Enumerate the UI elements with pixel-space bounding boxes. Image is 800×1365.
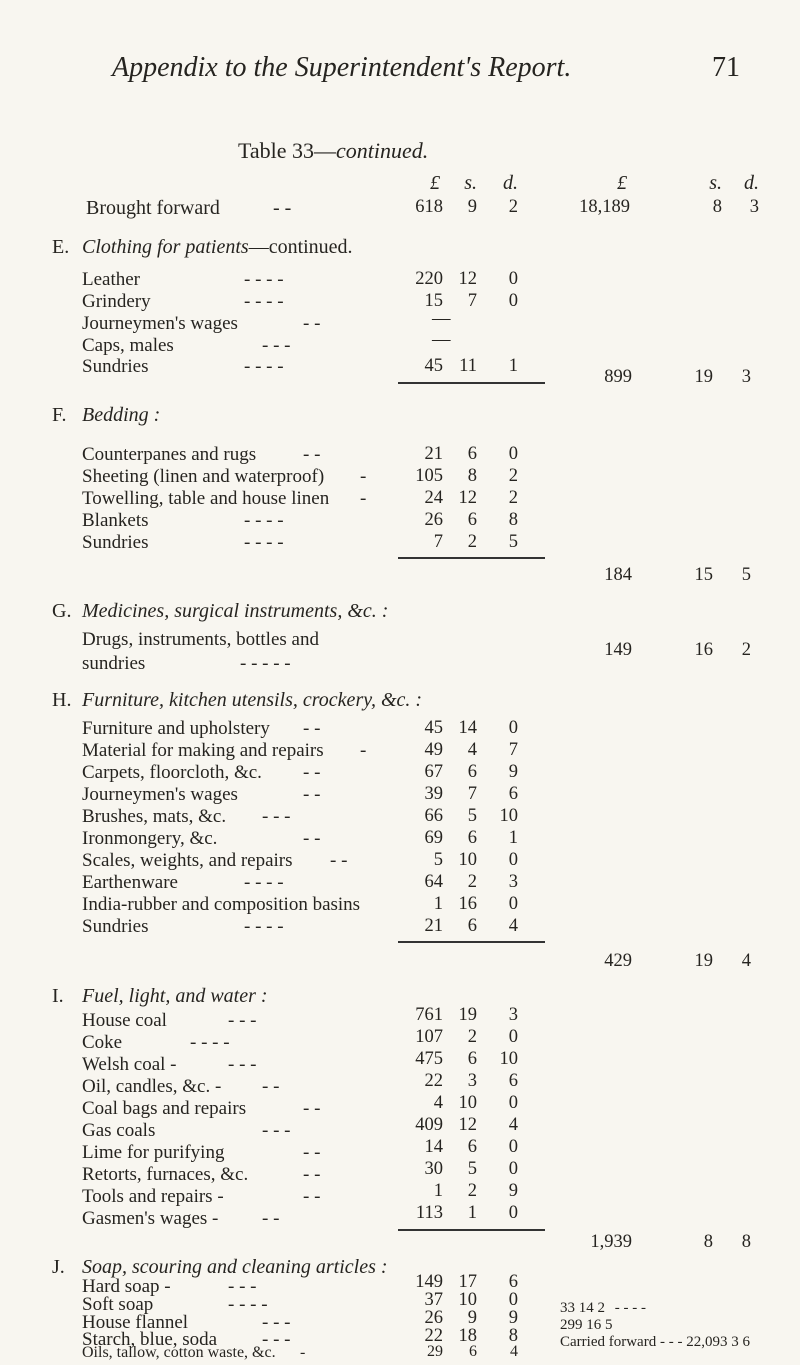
list-item-shillings: 10 [458,850,477,870]
list-item-pence: 0 [508,718,518,738]
list-item-pounds: 1 [433,1181,443,1201]
list-item-dashes: - - - [262,1312,291,1333]
list-item-label: Oil, candles, &c. - [82,1076,222,1097]
section-h-total-pounds: 429 [604,951,632,971]
list-item-shillings: 6 [469,1343,477,1360]
list-item-label: Scales, weights, and repairs [82,850,293,871]
list-item-dashes: - - - [262,1120,291,1141]
list-item-pence: 0 [508,1093,518,1113]
section-e-total-shillings: 19 [694,367,713,387]
list-item-pence: 0 [508,850,518,870]
col-head-shillings-sub: s. [464,172,477,194]
list-item-label: Journeymen's wages [82,313,238,334]
list-item-shillings: 10 [458,1290,477,1310]
list-item-shillings: 2 [467,532,477,552]
list-item-pence: 4 [510,1343,518,1360]
page-number: 71 [712,52,740,83]
list-item-pence: 8 [508,510,518,530]
list-item-shillings: 17 [458,1272,477,1292]
list-item-shillings: 2 [467,1181,477,1201]
brought-forward-label: Brought forward [86,197,220,219]
section-f-letter: F. [52,404,67,426]
list-item-shillings: 9 [467,1308,477,1328]
list-item-dashes: - - [303,313,321,334]
list-item-shillings: 4 [467,740,477,760]
list-item-pence: 0 [508,269,518,289]
section-i-title: Fuel, light, and water : [82,985,268,1007]
list-item-pounds: 14 [424,1137,443,1157]
col-head-shillings-total: s. [709,172,722,194]
section-h-heading [52,689,422,712]
list-item-shillings: 6 [467,916,477,936]
list-item-pence: 8 [508,1326,518,1346]
section-h-title: Furniture, kitchen utensils, crockery, &c. : [82,689,423,711]
carried-forward-dashes: - - - [659,1334,683,1350]
list-item-dashes: - [360,466,367,487]
list-item-shillings: 19 [458,1005,477,1025]
list-item-pounds: 409 [415,1115,443,1135]
list-item-dashes: - - [303,1142,321,1163]
col-head-pounds-sub: £ [430,172,440,194]
section-g-heading [52,600,388,623]
list-item-dashes: - [360,740,367,761]
section-j-summary [560,1300,750,1351]
list-item-pence: 7 [508,740,518,760]
list-item-label: Earthenware [82,872,178,893]
list-item-dashes: - - - - [244,510,284,531]
list-item-label: Coal bags and repairs [82,1098,247,1119]
list-item-pounds: — [432,309,451,329]
list-item-dashes: - - - - [614,1300,646,1316]
list-item-shillings: 10 [458,1093,477,1113]
list-item-shillings: 6 [467,1049,477,1069]
list-item-dashes: - - - [262,1329,291,1350]
section-i-heading [52,985,268,1008]
list-item-shillings: 7 [467,784,477,804]
col-head-pence-total: d. [744,172,759,194]
list-item-shillings: 12 [458,1115,477,1135]
col-head-pounds-total: £ [617,172,627,194]
brought-forward-total-pounds: 18,189 [579,197,630,217]
list-item-pence: 2 [508,466,518,486]
section-g-total-pence: 2 [741,640,751,660]
list-item-pence: 10 [499,1049,518,1069]
list-item-pounds: 15 [424,291,443,311]
list-item-label: Sundries [82,916,149,937]
list-item-dashes: - - - - [244,269,284,290]
list-item-label: Grindery [82,291,151,312]
list-item-dashes: - - - - [244,291,284,312]
list-item-pounds: 22 [424,1071,443,1091]
list-item-shillings: 5 [467,806,477,826]
list-item-dashes: - - - [262,806,291,827]
section-h-letter: H. [52,689,72,711]
section-e-continued: —continued. [248,236,353,258]
list-item-pence: 10 [499,806,518,826]
list-item-shillings: 6 [467,444,477,464]
list-item-shillings: 14 [458,718,477,738]
section-j-letter: J. [52,1256,65,1278]
list-item-pounds: 475 [415,1049,443,1069]
list-item-dashes: - - - [228,1010,257,1031]
list-item-shillings: 12 [458,269,477,289]
list-item-label: Retorts, furnaces, &c. [82,1164,249,1185]
section-e-heading [52,236,353,259]
list-item-pounds: 29 [427,1343,443,1360]
list-item-shillings: 5 [467,1159,477,1179]
list-item-label: House flannel [82,1312,189,1333]
section-h-total-pence: 4 [741,951,751,971]
section-f-heading [52,404,160,427]
list-item-pounds: 66 [424,806,443,826]
list-item-pounds: 761 [415,1005,443,1025]
list-item-pence: 0 [508,1137,518,1157]
list-item-pounds: 1 [433,894,443,914]
list-item-shillings: 6 [467,828,477,848]
list-item-pounds: 64 [424,872,443,892]
list-item-pounds: — [432,330,451,350]
list-item-pence: 0 [508,1027,518,1047]
list-item-pounds: 67 [424,762,443,782]
section-g-item-line2: sundries [82,653,146,674]
list-item-label: Leather [82,269,141,290]
list-item-dashes: - [360,488,367,509]
section-j-sundries-row [560,1300,750,1317]
section-j-total-pence: 5 [605,1317,613,1333]
list-item-dashes: - - [303,1098,321,1119]
section-i-total-pounds: 1,939 [590,1232,632,1252]
list-item-label: Brushes, mats, &c. [82,806,227,827]
list-item-label: Hard soap - [82,1276,171,1297]
list-item-dashes: - - - [228,1054,257,1075]
list-item-pence: 9 [508,1181,518,1201]
section-j-title: Soap, scouring and cleaning articles : [82,1256,388,1278]
list-item-dashes: - - - - [244,356,284,377]
section-f-title: Bedding : [82,404,161,426]
section-i-subtotal-rule [398,1229,545,1231]
section-i-total-pence: 8 [741,1232,751,1252]
page-header-title: Appendix to the Superintendent's Report. [112,52,572,83]
list-item-dashes: - - - [228,1276,257,1297]
list-item-pence: 0 [508,1203,518,1223]
list-item-pence: 6 [508,1272,518,1292]
list-item-dashes: - - [303,718,321,739]
list-item-shillings: 16 [458,894,477,914]
list-item-pence: 2 [508,488,518,508]
list-item-label: Tools and repairs - [82,1186,224,1207]
list-item-shillings: 8 [467,466,477,486]
list-item-dashes: - - [303,762,321,783]
list-item-pounds: 69 [424,828,443,848]
section-f-total-pence: 5 [741,565,751,585]
list-item-pence: 2 [597,1300,605,1316]
section-g-total-pounds: 149 [604,640,632,660]
list-item-label: Towelling, table and house linen [82,488,330,509]
list-item-pounds: 49 [424,740,443,760]
list-item-label: Journeymen's wages [82,784,238,805]
section-f-total-pounds: 184 [604,565,632,585]
list-item-pence: 4 [508,916,518,936]
list-item-pounds: 39 [424,784,443,804]
list-item-pence: 0 [508,1159,518,1179]
list-item-dashes: - - [262,1208,280,1229]
list-item-shillings: 3 [467,1071,477,1091]
section-i-letter: I. [52,985,64,1007]
list-item-pounds: 113 [415,1203,443,1223]
list-item-pounds: 30 [424,1159,443,1179]
list-item-dashes: - - - - [244,916,284,937]
list-item-shillings: 1 [467,1203,477,1223]
list-item-pence: 1 [508,828,518,848]
list-item-pounds: 105 [415,466,443,486]
list-item-label: Sheeting (linen and waterproof) [82,466,325,487]
list-item-dashes: - - [303,784,321,805]
col-head-pence-sub: d. [503,172,518,194]
section-j-total-shillings: 16 [586,1317,602,1333]
list-item-pounds: 21 [424,444,443,464]
carried-forward-total-pence: 6 [742,1334,750,1350]
list-item-label: House coal [82,1010,167,1031]
list-item-pence: 0 [508,894,518,914]
list-item-pounds: 45 [424,356,443,376]
list-item-pence: 9 [508,762,518,782]
table-caption-suffix: continued. [336,138,429,163]
carried-forward-total-pounds: 22,093 [686,1334,728,1350]
list-item-shillings: 11 [459,356,477,376]
brought-forward-sub-pounds: 618 [415,197,443,217]
list-item-label: Material for making and repairs [82,740,324,761]
list-item-shillings: 2 [467,1027,477,1047]
list-item-label: Starch, blue, soda [82,1329,218,1350]
list-item-pence: 0 [508,291,518,311]
list-item-dashes: - - - - [244,532,284,553]
list-item-pounds: 4 [433,1093,443,1113]
list-item-pence: 0 [508,444,518,464]
section-e-subtotal-rule [398,382,545,384]
list-item-dashes: - - [330,850,348,871]
brought-forward-total-shillings: 8 [712,197,722,217]
table-caption [238,138,428,164]
list-item-label: Blankets [82,510,149,531]
list-item-pounds: 149 [415,1272,443,1292]
section-e-letter: E. [52,236,70,258]
list-item-shillings: 6 [467,762,477,782]
list-item-dashes: - - [262,1076,280,1097]
list-item-shillings: 18 [458,1326,477,1346]
table-caption-prefix: Table 33— [238,138,337,163]
list-item-label: Gas coals [82,1120,156,1141]
section-i-total-shillings: 8 [703,1232,713,1252]
list-item-pence: 6 [508,784,518,804]
list-item-pounds: 22 [424,1326,443,1346]
section-g-item-line1: Drugs, instruments, bottles and [82,629,319,650]
list-item-pounds: 45 [424,718,443,738]
section-e-title: Clothing for patients [82,236,249,258]
brought-forward-total-pence: 3 [749,197,759,217]
list-item-label: Furniture and upholstery [82,718,270,739]
list-item-pounds: 33 [560,1300,575,1316]
list-item-pence: 6 [508,1071,518,1091]
section-g-total-shillings: 16 [694,640,713,660]
list-item-shillings: 14 [578,1300,594,1316]
list-item-pounds: 21 [424,916,443,936]
list-item-dashes: - - [303,1186,321,1207]
list-item-shillings: 6 [467,1137,477,1157]
list-item-label: Oils, tallow, cotton waste, &c. [82,1344,276,1361]
list-item-pounds: 107 [415,1027,443,1047]
list-item-label: Coke [82,1032,123,1053]
list-item-pounds: 5 [433,850,443,870]
list-item-dashes: - - - - [228,1294,268,1315]
list-item-pence: 9 [508,1308,518,1328]
section-e-total-pounds: 899 [604,367,632,387]
section-j-total-row [560,1317,750,1334]
list-item-pounds: 26 [424,1308,443,1328]
list-item-dashes: - - - - [244,872,284,893]
brought-forward-sub-pence: 2 [508,197,518,217]
section-h-total-shillings: 19 [694,951,713,971]
list-item-shillings: 7 [467,291,477,311]
list-item-pounds: 37 [424,1290,443,1310]
section-e-total-pence: 3 [741,367,751,387]
brought-forward-dashes: - - [273,197,292,219]
list-item-pounds: 7 [433,532,443,552]
section-j-total-pounds: 299 [560,1317,583,1333]
list-item-pence: 3 [508,872,518,892]
list-item-label: Gasmen's wages - [82,1208,219,1229]
section-g-letter: G. [52,600,72,622]
list-item-label: Counterpanes and rugs [82,444,257,465]
carried-forward-row [560,1334,750,1351]
section-g-title: Medicines, surgical instruments, &c. : [82,600,389,622]
list-item-pounds: 26 [424,510,443,530]
list-item-label: Sundries [82,532,149,553]
list-item-pounds: 24 [424,488,443,508]
list-item-shillings: 2 [467,872,477,892]
list-item-dashes: - - [303,828,321,849]
list-item-label: Welsh coal - [82,1054,177,1075]
list-item-dashes: - - - - [190,1032,230,1053]
list-item-label: Sundries [82,356,149,377]
list-item-dashes: - [300,1344,306,1361]
list-item-pence: 3 [508,1005,518,1025]
list-item-label: Carpets, floorcloth, &c. [82,762,262,783]
list-item-shillings: 12 [458,488,477,508]
list-item-label: Caps, males [82,335,174,356]
carried-forward-total-shillings: 3 [731,1334,739,1350]
list-item-pence: 1 [508,356,518,376]
list-item-pounds: 220 [415,269,443,289]
list-item-label: Ironmongery, &c. [82,828,218,849]
list-item-dashes: - - [303,1164,321,1185]
list-item-pence: 5 [508,532,518,552]
list-item-label: Lime for purifying [82,1142,225,1163]
list-item-dashes: - - [303,444,321,465]
section-g-item-dashes: - - - - - [240,653,291,674]
brought-forward-sub-shillings: 9 [467,197,477,217]
list-item-label: India-rubber and composition basins [82,894,361,915]
carried-forward-label: Carried forward [560,1334,657,1350]
list-item-shillings: 6 [467,510,477,530]
list-item-dashes: - - - [262,335,291,356]
list-item-pence: 4 [508,1115,518,1135]
section-f-subtotal-rule [398,557,545,559]
list-item-pence: 0 [508,1290,518,1310]
section-h-subtotal-rule [398,941,545,943]
list-item-label: Soft soap [82,1294,154,1315]
section-f-total-shillings: 15 [694,565,713,585]
